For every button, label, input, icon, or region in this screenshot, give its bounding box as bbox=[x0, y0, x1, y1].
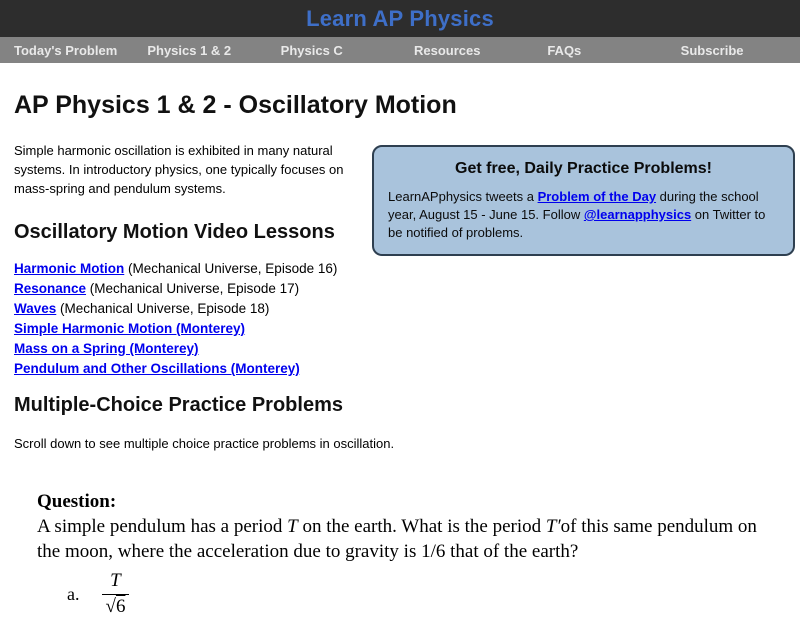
lessons-heading: Oscillatory Motion Video Lessons bbox=[14, 221, 335, 243]
question-part-1: A simple pendulum has a period bbox=[37, 516, 288, 537]
fraction-denominator bbox=[102, 594, 130, 618]
page-title: AP Physics 1 & 2 - Oscillatory Motion bbox=[14, 91, 457, 119]
radical-sign: √ bbox=[105, 596, 116, 617]
answer-fraction bbox=[102, 570, 130, 618]
lesson-rest: (Mechanical Universe, Episode 16) bbox=[124, 261, 338, 276]
radicand: 6 bbox=[115, 596, 126, 617]
lesson-item bbox=[14, 339, 786, 359]
lesson-link-mass-on-a-spring[interactable]: Mass on a Spring (Monterey) bbox=[14, 341, 199, 356]
lesson-link-resonance[interactable]: Resonance bbox=[14, 281, 87, 296]
practice-text: Scroll down to see multiple choice practice problems in oscillation. bbox=[14, 436, 395, 451]
lesson-link-harmonic-motion[interactable]: Harmonic Motion bbox=[14, 261, 125, 276]
lessons-list bbox=[14, 259, 786, 379]
lesson-rest: (Mechanical Universe, Episode 17) bbox=[86, 281, 300, 296]
lesson-rest: (Mechanical Universe, Episode 18) bbox=[56, 301, 270, 316]
question-text bbox=[37, 514, 767, 564]
answer-label: a. bbox=[67, 583, 80, 604]
lesson-link-simple-harmonic-motion[interactable]: Simple Harmonic Motion (Monterey) bbox=[14, 321, 246, 336]
nav-item-physics-c[interactable]: Physics C bbox=[280, 42, 343, 58]
lesson-link-waves[interactable]: Waves bbox=[14, 301, 57, 316]
promo-box bbox=[372, 145, 795, 256]
promo-text-middle: during the school year, August 15 - June 15. Follow bbox=[388, 189, 759, 222]
promo-text bbox=[388, 188, 779, 242]
promo-text-before: LearnAPphysics tweets a bbox=[388, 189, 538, 204]
period-variable-T-prime: T′ bbox=[545, 516, 561, 537]
lesson-item bbox=[14, 259, 786, 279]
main-content bbox=[0, 91, 800, 618]
main-nav bbox=[0, 37, 800, 63]
question-label: Question: bbox=[37, 491, 117, 512]
nav-item-resources[interactable]: Resources bbox=[413, 42, 481, 58]
site-header bbox=[0, 0, 800, 37]
fraction-numerator: T bbox=[110, 570, 121, 591]
nav-item-faqs[interactable]: FAQs bbox=[547, 42, 582, 58]
question-part-2: on the earth. What is the period bbox=[297, 516, 546, 537]
practice-heading: Multiple-Choice Practice Problems bbox=[14, 394, 343, 416]
nav-item-subscribe[interactable]: Subscribe bbox=[680, 42, 744, 58]
promo-text-after: on Twitter to be notified of problems. bbox=[388, 207, 766, 240]
nav-item-physics-1-2[interactable]: Physics 1 & 2 bbox=[147, 42, 232, 58]
nav-item-todays-problem[interactable]: Today's Problem bbox=[14, 42, 118, 58]
question-part-3: of this same pendulum on the moon, where the acceleration due to gravity is 1/6 that of the earth? bbox=[37, 516, 757, 562]
twitter-handle-link[interactable]: @learnapphysics bbox=[583, 207, 692, 222]
promo-title: Get free, Daily Practice Problems! bbox=[455, 160, 712, 177]
lesson-link-pendulum-oscillations[interactable]: Pendulum and Other Oscillations (Monterey) bbox=[14, 361, 300, 376]
lesson-item bbox=[14, 359, 786, 379]
period-variable-T: T bbox=[287, 516, 298, 537]
problem-of-the-day-link[interactable]: Problem of the Day bbox=[537, 189, 657, 204]
site-title: Learn AP Physics bbox=[306, 5, 494, 31]
lesson-item bbox=[14, 279, 786, 299]
lesson-item bbox=[14, 319, 786, 339]
intro-paragraph: Simple harmonic oscillation is exhibited in many natural systems. In introductory physics, one typically focuses on mass-spring and pendulum systems. bbox=[14, 143, 344, 196]
lesson-item bbox=[14, 299, 786, 319]
question-section bbox=[37, 491, 767, 618]
answer-option-a bbox=[67, 570, 767, 618]
